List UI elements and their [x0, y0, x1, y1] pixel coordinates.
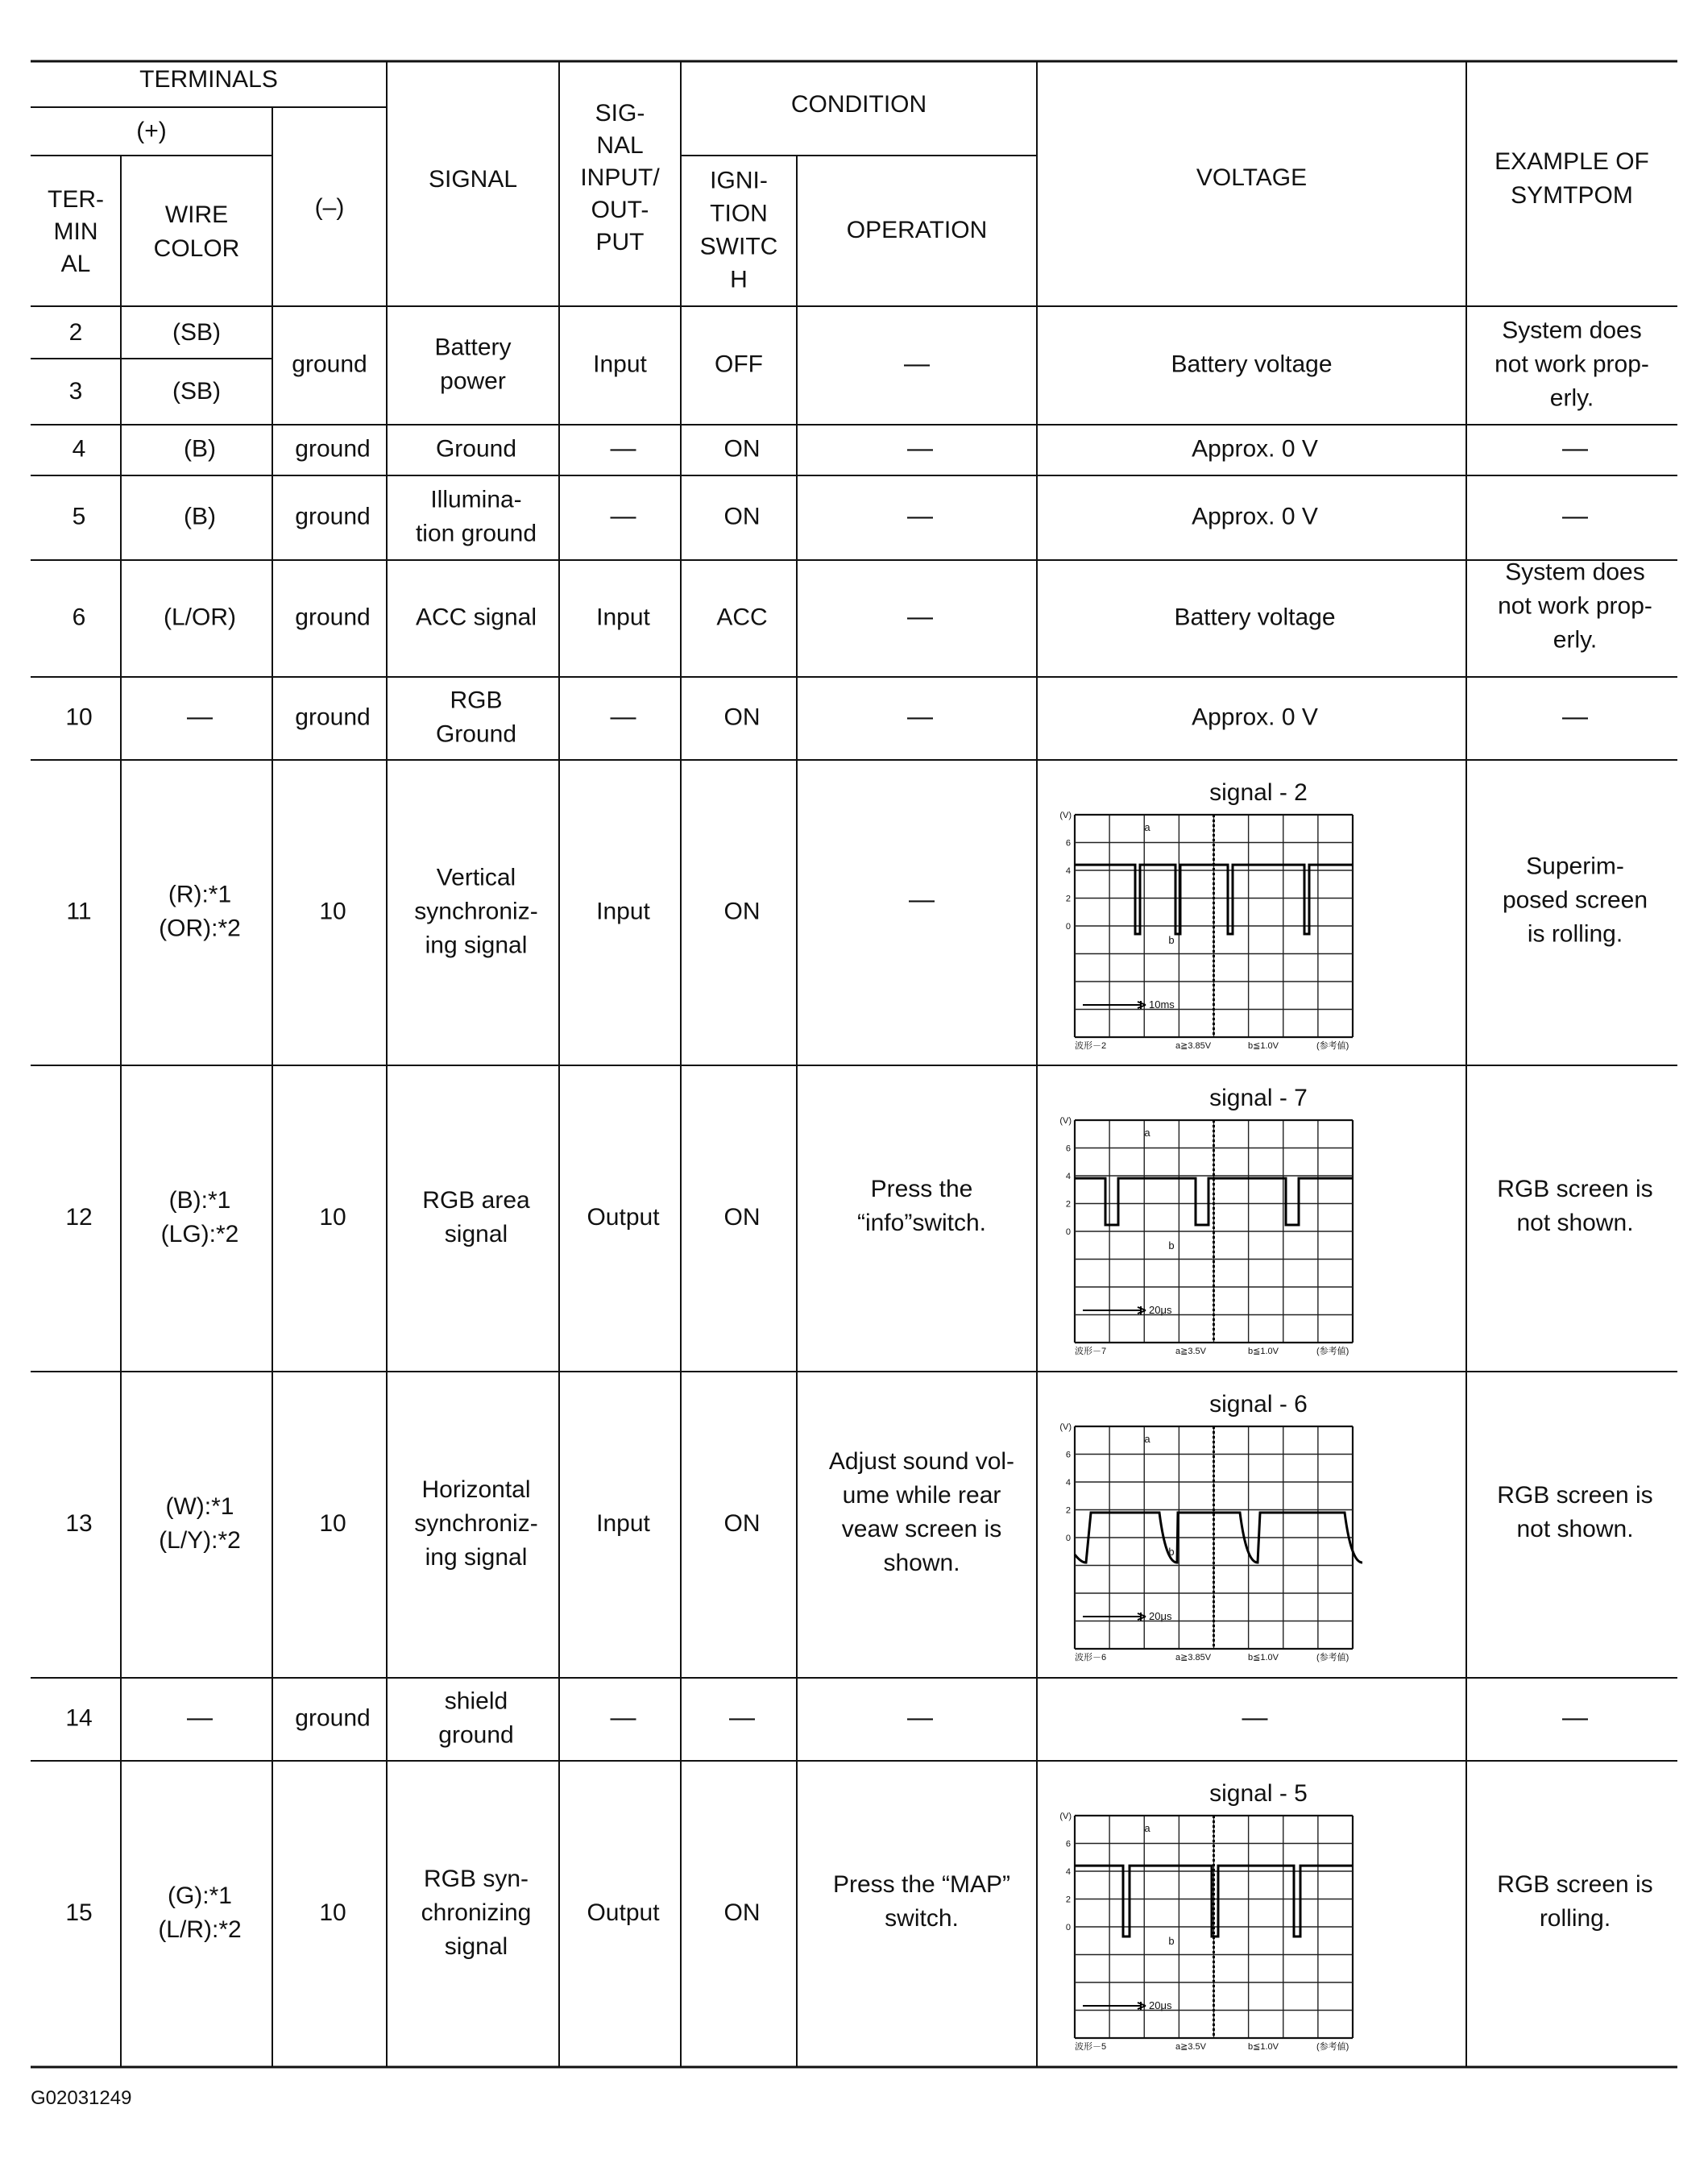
scope-tick: 4 [1065, 866, 1071, 876]
wire-color: (SB) [172, 319, 221, 346]
operation: — [907, 500, 933, 530]
scope-footer-text: 波形－7 [1075, 1347, 1107, 1356]
scope-marker-a: a [1144, 1127, 1150, 1139]
header-operation: OPERATION [846, 217, 988, 243]
example-symptom: posed screen [1502, 886, 1648, 914]
header-signal-io: OUT- [591, 197, 649, 223]
scope-footer-text: a≧3.5V [1175, 1347, 1206, 1356]
example-symptom: Superim- [1526, 853, 1624, 880]
scope-tick: 6 [1065, 838, 1071, 849]
signal-name: RGB area [422, 1187, 530, 1214]
scope-footer-text: b≦1.0V [1248, 1041, 1279, 1051]
scope-marker-b: b [1168, 1546, 1175, 1558]
operation: switch. [885, 1905, 959, 1932]
minus-terminal: 10 [319, 1510, 346, 1537]
header-signal-io: NAL [596, 132, 644, 159]
header-terminals: TERMINALS [139, 66, 278, 93]
signal-name: synchroniz- [414, 898, 538, 925]
minus-terminal: ground [295, 503, 371, 530]
voltage: Approx. 0 V [1192, 704, 1318, 731]
example-symptom: — [1562, 500, 1588, 530]
minus-terminal: ground [295, 1704, 371, 1732]
signal-name: Ground [435, 435, 517, 463]
terminal-number: 4 [72, 435, 86, 463]
signal-io: Output [587, 1204, 660, 1231]
scope-period-arrow [1083, 2002, 1146, 2010]
signal-io: Input [593, 351, 647, 378]
scope-footer-text: (参考値) [1316, 2042, 1349, 2052]
scope-marker-b: b [1168, 1935, 1175, 1947]
wire-color: (B) [184, 503, 216, 530]
scope-footer-text: (参考値) [1316, 1347, 1349, 1356]
terminal-number: 15 [65, 1899, 93, 1926]
operation: — [909, 884, 935, 914]
scope-title: signal - 7 [1209, 1085, 1308, 1111]
table-cells [48, 66, 1653, 1960]
scope-tick: 2 [1065, 1895, 1071, 1905]
operation: “info”switch. [856, 1210, 987, 1236]
ignition-switch: ON [723, 704, 761, 731]
minus-terminal: ground [292, 351, 367, 378]
operation: — [904, 348, 930, 378]
header-voltage: VOLTAGE [1196, 164, 1308, 191]
voltage: Approx. 0 V [1192, 503, 1318, 530]
operation: veaw screen is [841, 1516, 1002, 1542]
scope-tick: 6 [1065, 1839, 1071, 1849]
scope-tick: 4 [1065, 1478, 1071, 1488]
terminal-number: 2 [68, 319, 83, 346]
header-signal-io: PUT [595, 229, 645, 255]
terminal-number: 14 [65, 1704, 93, 1732]
ignition-switch: ON [723, 435, 761, 463]
wire-color: — [187, 701, 213, 731]
example-symptom: — [1562, 433, 1588, 463]
header-ignition-switch: IGNI- [710, 167, 768, 194]
signal-name: signal [444, 1933, 508, 1960]
scope-marker-a: a [1144, 1822, 1150, 1834]
scope-period-label: 10ms [1149, 998, 1175, 1011]
signal-name: shield [444, 1687, 508, 1715]
signal-name: ACC signal [415, 604, 537, 631]
header-signal-io: INPUT/ [580, 164, 660, 191]
terminal-number: 13 [65, 1510, 93, 1537]
scope-tick: 0 [1065, 1923, 1071, 1932]
scope-tick: 4 [1065, 1867, 1071, 1877]
scope-unit: (V) [1059, 1812, 1072, 1821]
signal-name: ing signal [425, 1544, 528, 1571]
scope-tick: 4 [1065, 1172, 1071, 1181]
operation: — [907, 433, 933, 463]
signal-io: Input [596, 604, 650, 631]
example-symptom: — [1562, 1702, 1588, 1732]
signal-name: synchroniz- [414, 1510, 538, 1537]
scope-footer-text: b≦1.0V [1248, 2042, 1279, 2052]
terminal-number: 6 [72, 604, 86, 631]
signal-io: Input [596, 1510, 650, 1537]
example-symptom: — [1562, 701, 1588, 731]
table-grid-lines [31, 61, 1677, 2067]
terminal-number: 10 [65, 704, 93, 731]
header-terminal: AL [60, 251, 91, 277]
header-signal-io: SIG- [595, 100, 645, 127]
header-ignition-switch: TION [710, 200, 768, 227]
scope-period-label: 20μs [1149, 1610, 1172, 1622]
ignition-switch: ACC [716, 604, 768, 631]
scope-footer-text: 波形－5 [1075, 2042, 1107, 2052]
scope-marker-b: b [1168, 1239, 1175, 1252]
terminal-number: 12 [65, 1204, 93, 1231]
scope-footer-text: (参考値) [1316, 1653, 1349, 1662]
scope-period-arrow [1083, 1306, 1146, 1314]
scope-unit: (V) [1059, 811, 1072, 820]
signal-io: — [610, 701, 636, 731]
wire-color: (LG):*2 [160, 1221, 239, 1247]
voltage: Battery voltage [1174, 604, 1336, 631]
header-wire-color: WIRE [164, 201, 229, 228]
signal-io: Input [596, 898, 650, 925]
wire-color: — [187, 1702, 213, 1732]
minus-terminal: 10 [319, 1204, 346, 1231]
scope-period-arrow [1083, 1001, 1146, 1009]
wire-color: (R):*1 [168, 881, 232, 908]
example-symptom: erly. [1549, 384, 1594, 412]
scope-title: signal - 5 [1209, 1780, 1308, 1807]
scope-tick: 2 [1065, 1199, 1071, 1210]
ignition-switch: — [729, 1702, 755, 1732]
scope-marker-a: a [1144, 1433, 1150, 1445]
header-ignition-switch: H [730, 266, 748, 293]
minus-terminal: 10 [319, 1899, 346, 1926]
header-example: EXAMPLE OF [1494, 148, 1649, 175]
header-terminal: TER- [48, 186, 104, 213]
voltage: Battery voltage [1171, 351, 1333, 378]
scope-footer-text: b≦1.0V [1248, 1653, 1279, 1662]
operation: Adjust sound vol- [828, 1448, 1015, 1475]
signal-io: Output [587, 1899, 660, 1926]
signal-name: power [440, 367, 506, 395]
example-symptom: rolling. [1539, 1905, 1611, 1932]
example-symptom: System does [1505, 558, 1645, 586]
scope-panel-13 [1059, 1391, 1362, 1662]
voltage: — [1242, 1702, 1268, 1732]
header-plus: (+) [136, 118, 167, 144]
scope-tick: 6 [1065, 1144, 1071, 1154]
scope-tick: 0 [1065, 1534, 1071, 1543]
example-symptom: is rolling. [1527, 920, 1623, 948]
wire-color: (B) [184, 435, 216, 463]
scope-period-label: 20μs [1149, 1304, 1172, 1316]
example-symptom: RGB screen is [1497, 1871, 1653, 1898]
scope-footer-text: a≧3.85V [1175, 1041, 1212, 1051]
ignition-switch: ON [723, 1899, 761, 1926]
example-symptom: erly. [1553, 626, 1598, 654]
oscilloscope-waveforms [1059, 779, 1362, 2052]
wire-color: (L/OR) [164, 604, 236, 631]
scope-tick: 2 [1065, 1505, 1071, 1516]
ignition-switch: ON [723, 1204, 761, 1231]
ignition-switch: ON [723, 898, 761, 925]
scope-panel-12 [1059, 1085, 1353, 1356]
ignition-switch: ON [723, 1510, 761, 1537]
operation: Press the “MAP” [832, 1871, 1011, 1898]
scope-title: signal - 6 [1209, 1391, 1308, 1418]
operation: — [907, 701, 933, 731]
signal-name: Horizontal [421, 1476, 531, 1503]
example-symptom: System does [1502, 317, 1642, 344]
signal-name: Vertical [436, 864, 516, 891]
wire-color: (OR):*2 [159, 915, 241, 942]
signal-name: Ground [435, 720, 517, 748]
scope-unit: (V) [1059, 1422, 1072, 1432]
example-symptom: RGB screen is [1497, 1482, 1653, 1509]
operation: — [907, 601, 933, 631]
scope-footer-text: (参考値) [1316, 1041, 1349, 1051]
scope-tick: 0 [1065, 1227, 1071, 1237]
minus-terminal: 10 [319, 898, 346, 925]
ignition-switch: OFF [715, 351, 763, 378]
header-ignition-switch: SWITC [699, 233, 778, 260]
wire-color: (W):*1 [165, 1493, 234, 1520]
minus-terminal: ground [295, 704, 371, 731]
scope-footer-text: 波形－6 [1075, 1653, 1107, 1662]
scope-title: signal - 2 [1209, 779, 1308, 806]
header-terminal: MIN [53, 218, 98, 245]
scope-tick: 2 [1065, 894, 1071, 904]
signal-io: — [610, 433, 636, 463]
header-signal: SIGNAL [428, 166, 518, 193]
header-wire-color: COLOR [153, 235, 240, 262]
terminal-number: 5 [72, 503, 86, 530]
scope-period-arrow [1083, 1613, 1146, 1621]
operation: ume while rear [842, 1482, 1001, 1509]
signal-name: signal [444, 1221, 508, 1247]
scope-tick: 0 [1065, 922, 1071, 932]
example-symptom: not shown. [1516, 1210, 1634, 1236]
signal-name: ground [438, 1721, 514, 1749]
signal-name: RGB [450, 687, 503, 714]
signal-name: chronizing [421, 1899, 532, 1926]
minus-terminal: ground [295, 604, 371, 631]
example-symptom: not work prop- [1494, 351, 1649, 378]
example-symptom: RGB screen is [1497, 1176, 1653, 1202]
operation: Press the [870, 1176, 973, 1202]
signal-name: ing signal [425, 932, 528, 959]
wire-color: (SB) [172, 378, 221, 405]
terminal-number: 3 [68, 378, 83, 405]
signal-name: Illumina- [430, 486, 522, 513]
ignition-switch: ON [723, 503, 761, 530]
scope-tick: 6 [1065, 1450, 1071, 1460]
signal-name: Battery [434, 334, 512, 361]
scope-panel-15 [1059, 1780, 1353, 2052]
wire-color: (L/R):*2 [158, 1916, 242, 1943]
terminal-number: 11 [66, 898, 92, 925]
scope-panel-11 [1059, 779, 1353, 1051]
wire-color: (G):*1 [167, 1883, 233, 1909]
scope-unit: (V) [1059, 1116, 1072, 1126]
scope-marker-b: b [1168, 934, 1175, 946]
example-symptom: not work prop- [1498, 592, 1652, 620]
wire-color: (B):*1 [168, 1187, 231, 1214]
wire-color: (L/Y):*2 [159, 1527, 241, 1554]
signal-io: — [610, 1702, 636, 1732]
scope-footer-text: 波形－2 [1075, 1041, 1107, 1051]
scope-marker-a: a [1144, 821, 1150, 833]
header-example: SYMTPOM [1511, 182, 1633, 209]
signal-io: — [610, 500, 636, 530]
figure-code: G02031249 [31, 2087, 132, 2109]
operation: — [907, 1702, 933, 1732]
header-minus: (–) [314, 194, 345, 221]
operation: shown. [883, 1550, 960, 1576]
scope-footer-text: b≦1.0V [1248, 1347, 1279, 1356]
signal-name: tion ground [415, 520, 537, 547]
scope-footer-text: a≧3.85V [1175, 1653, 1212, 1662]
signal-name: RGB syn- [423, 1866, 529, 1892]
example-symptom: not shown. [1516, 1516, 1634, 1542]
scope-footer-text: a≧3.5V [1175, 2042, 1206, 2052]
scope-period-label: 20μs [1149, 1999, 1172, 2011]
voltage: Approx. 0 V [1192, 435, 1318, 463]
header-condition: CONDITION [790, 91, 927, 118]
minus-terminal: ground [295, 435, 371, 463]
